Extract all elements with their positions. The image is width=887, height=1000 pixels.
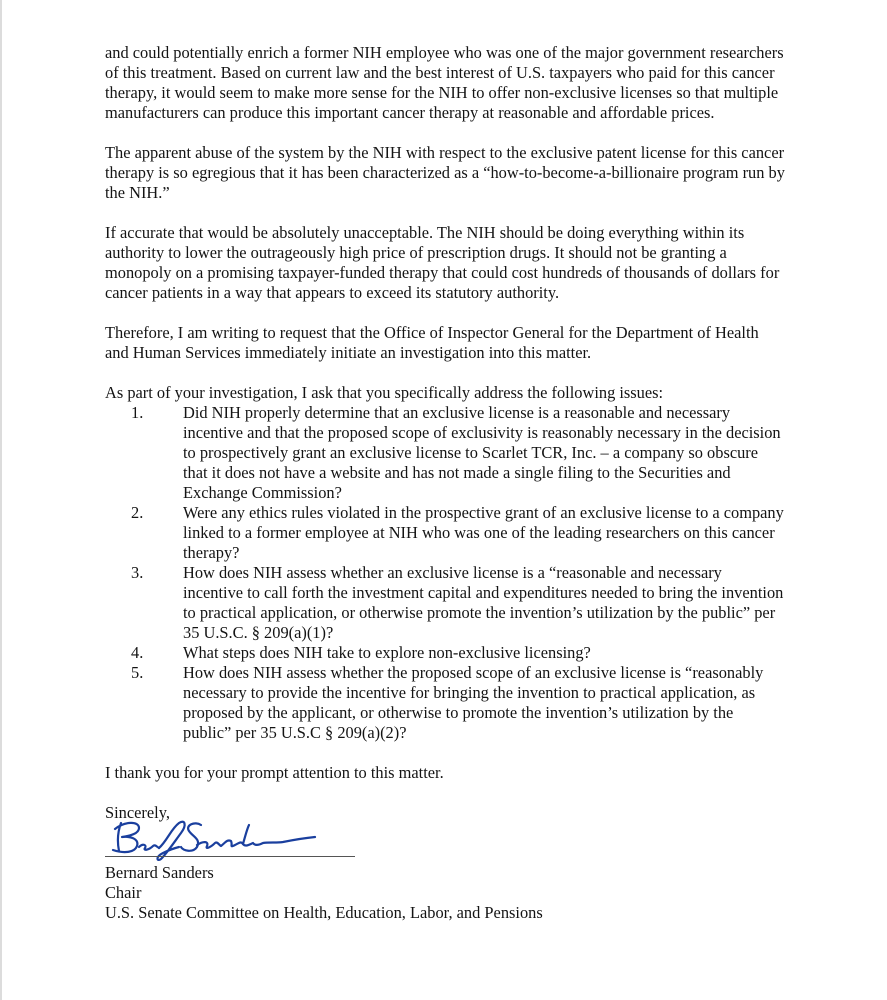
list-item: [105, 663, 785, 743]
signer-name: Bernard Sanders: [105, 863, 214, 882]
signature-line: [105, 856, 355, 857]
list-item-text: Were any ethics rules violated in the prospective grant of an exclusive license to a company linked to a former employee at NIH who was one of the leading researchers on this cancer therapy?: [183, 503, 784, 562]
list-item: [105, 403, 785, 503]
list-item: [105, 643, 785, 663]
list-item-number: 1.: [131, 403, 144, 422]
signer-organization: U.S. Senate Committee on Health, Education, Labor, and Pensions: [105, 903, 543, 922]
paragraph-2: The apparent abuse of the system by the NIH with respect to the exclusive patent license for this cancer therapy is so egregious that it has been characterized as a “how-to-become-a-billionaire program run by the NIH.”: [105, 143, 785, 202]
page-edge: [0, 0, 2, 1000]
closing-thanks: I thank you for your prompt attention to this matter.: [105, 763, 444, 782]
issues-list: [105, 403, 785, 743]
list-item-text: How does NIH assess whether an exclusive license is a “reasonable and necessary incentive to call forth the investment capital and expenditures needed to bring the invention to practical application, or otherwise promote the invention’s utilization by the public” per 35 U.S.C. § 209(a)(1)?: [183, 563, 784, 642]
list-item: [105, 563, 785, 643]
signer-title: Chair: [105, 883, 142, 902]
letter-body: [105, 43, 785, 923]
paragraph-1: and could potentially enrich a former NIH employee who was one of the major government researchers of this treatment. Based on current law and the best interest of U.S. taxpayers who paid for this cancer therapy, it would seem to make more sense for the NIH to offer non-exclusive licenses so that multiple manufacturers can produce this important cancer therapy at reasonable and affordable prices.: [105, 43, 784, 122]
list-intro: As part of your investigation, I ask that you specifically address the following issues:: [105, 383, 664, 402]
list-item-text: Did NIH properly determine that an exclusive license is a reasonable and necessary incentive and that the proposed scope of exclusivity is reasonably necessary in the decision to prospectively grant an exclusive license to Scarlet TCR, Inc. – a company so obscure that it does not have a website and has not made a single filing to the Securities and Exchange Commission?: [183, 403, 781, 502]
valediction: Sincerely,: [105, 803, 170, 822]
paragraph-3: If accurate that would be absolutely unacceptable. The NIH should be doing everything within its authority to lower the outrageously high price of prescription drugs. It should not be granting a monopoly on a promising taxpayer-funded therapy that could cost hundreds of thousands of dollars for cancer patients in a way that appears to exceed its statutory authority.: [105, 223, 780, 302]
list-item-number: 2.: [131, 503, 144, 522]
list-item-number: 4.: [131, 643, 144, 662]
list-item-text: What steps does NIH take to explore non-exclusive licensing?: [183, 643, 591, 662]
paragraph-4: Therefore, I am writing to request that the Office of Inspector General for the Department of Health and Human Services immediately initiate an investigation into this matter.: [105, 323, 759, 362]
list-item-number: 3.: [131, 563, 144, 582]
list-item: [105, 503, 785, 563]
list-item-number: 5.: [131, 663, 144, 682]
list-item-text: How does NIH assess whether the proposed scope of an exclusive license is “reasonably necessary to provide the incentive for bringing the invention to practical application, as proposed by the applicant, or otherwise to promote the invention’s utilization by the public” per 35 U.S.C § 209(a)(2)?: [183, 663, 764, 742]
signature: [105, 817, 355, 863]
